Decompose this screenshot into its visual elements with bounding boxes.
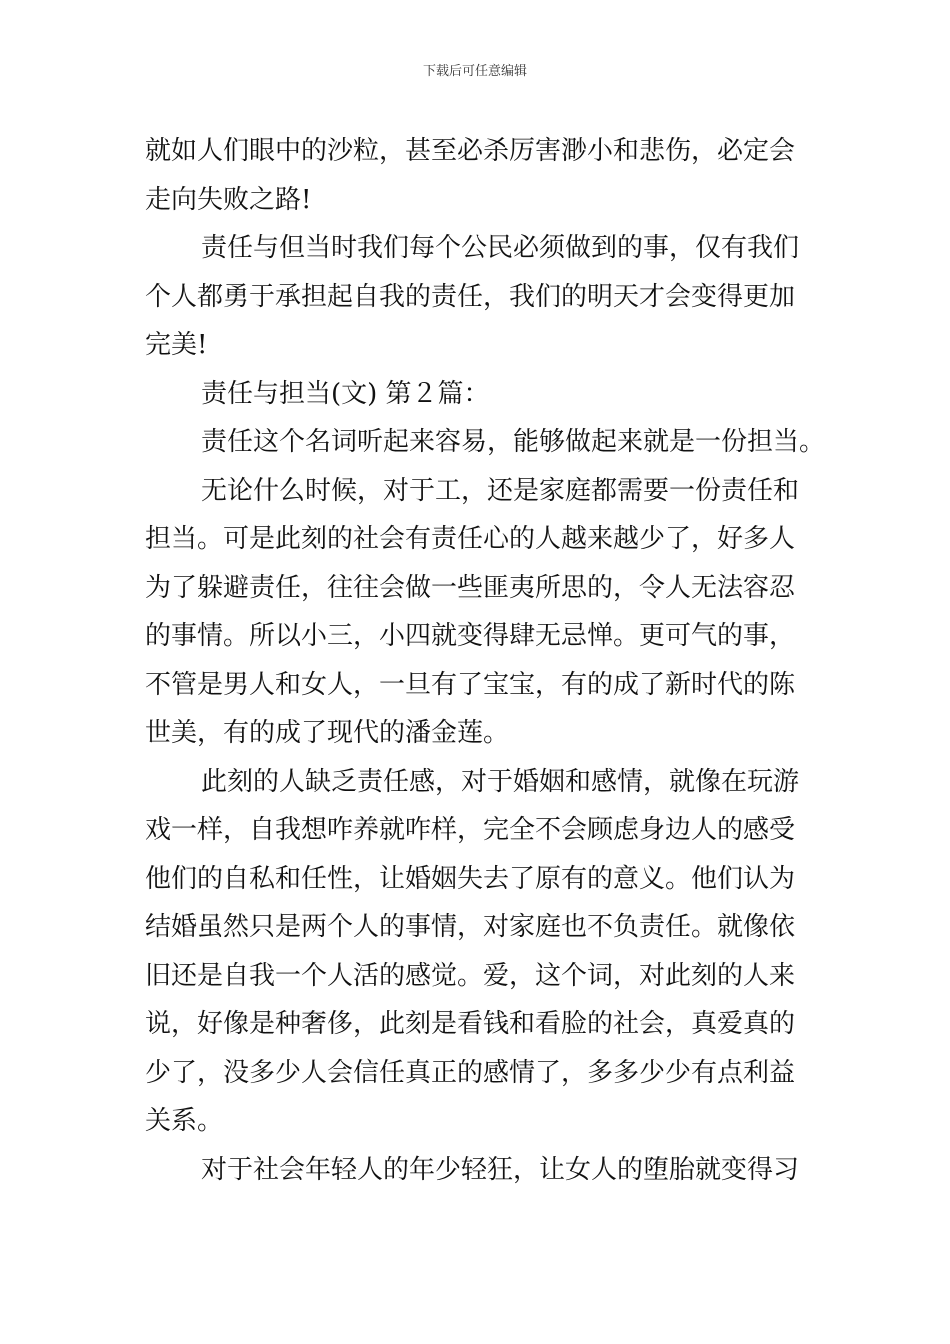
text-line: 完美! [145, 330, 208, 360]
text-line: 结婚虽然只是两个人的事情，对家庭也不负责任。就像依 [145, 912, 796, 942]
paragraph-start-line: 责任这个名词听起来容易，能够做起来就是一份担当。 [201, 427, 826, 457]
text-line: 为了躲避责任，往往会做一些匪夷所思的，令人无法容忍 [145, 572, 796, 603]
text-line: 世美，有的成了现代的潘金莲。 [145, 718, 510, 748]
paragraph-start-line: 无论什么时候，对于工，还是家庭都需要一份责任和 [201, 475, 800, 506]
paragraph-start-line: 此刻的人缺乏责任感，对于婚姻和感情，就像在玩游 [201, 766, 800, 797]
paragraph-start-line: 责任与但当时我们每个公民必须做到的事，仅有我们 [201, 233, 800, 263]
document-body [145, 127, 826, 1194]
text-line: 走向失败之路! [145, 184, 312, 215]
text-line: 的事情。所以小三，小四就变得肆无忌惮。更可气的事， [145, 621, 796, 651]
text-line: 个人都勇于承担起自我的责任，我们的明天才会变得更加 [145, 281, 796, 312]
text-line: 担当。可是此刻的社会有责任心的人越来越少了，好多人 [145, 524, 796, 554]
text-line: 他们的自私和任性，让婚姻失去了原有的意义。他们认为 [145, 863, 796, 894]
text-line: 说，好像是种奢侈，此刻是看钱和看脸的社会，真爱真的 [145, 1009, 796, 1039]
text-line: 就如人们眼中的沙粒，甚至必杀厉害渺小和悲伤，必定会 [145, 136, 796, 166]
text-line: 旧还是自我一个人活的感觉。爱，这个词，对此刻的人来 [145, 960, 796, 991]
text-line: 戏一样，自我想咋养就咋样，完全不会顾虑身边人的感受 [145, 815, 796, 845]
text-line: 少了，没多少人会信任真正的感情了，多多少少有点利益 [145, 1057, 796, 1088]
paragraph-start-line: 对于社会年轻人的年少轻狂，让女人的堕胎就变得习 [201, 1154, 800, 1185]
text-line: 关系。 [145, 1106, 224, 1136]
text-line: 不管是男人和女人，一旦有了宝宝，有的成了新时代的陈 [145, 669, 796, 700]
page-header: 下载后可任意编辑 [422, 64, 527, 79]
section-heading: 责任与担当(文) 第２篇： [201, 378, 490, 409]
